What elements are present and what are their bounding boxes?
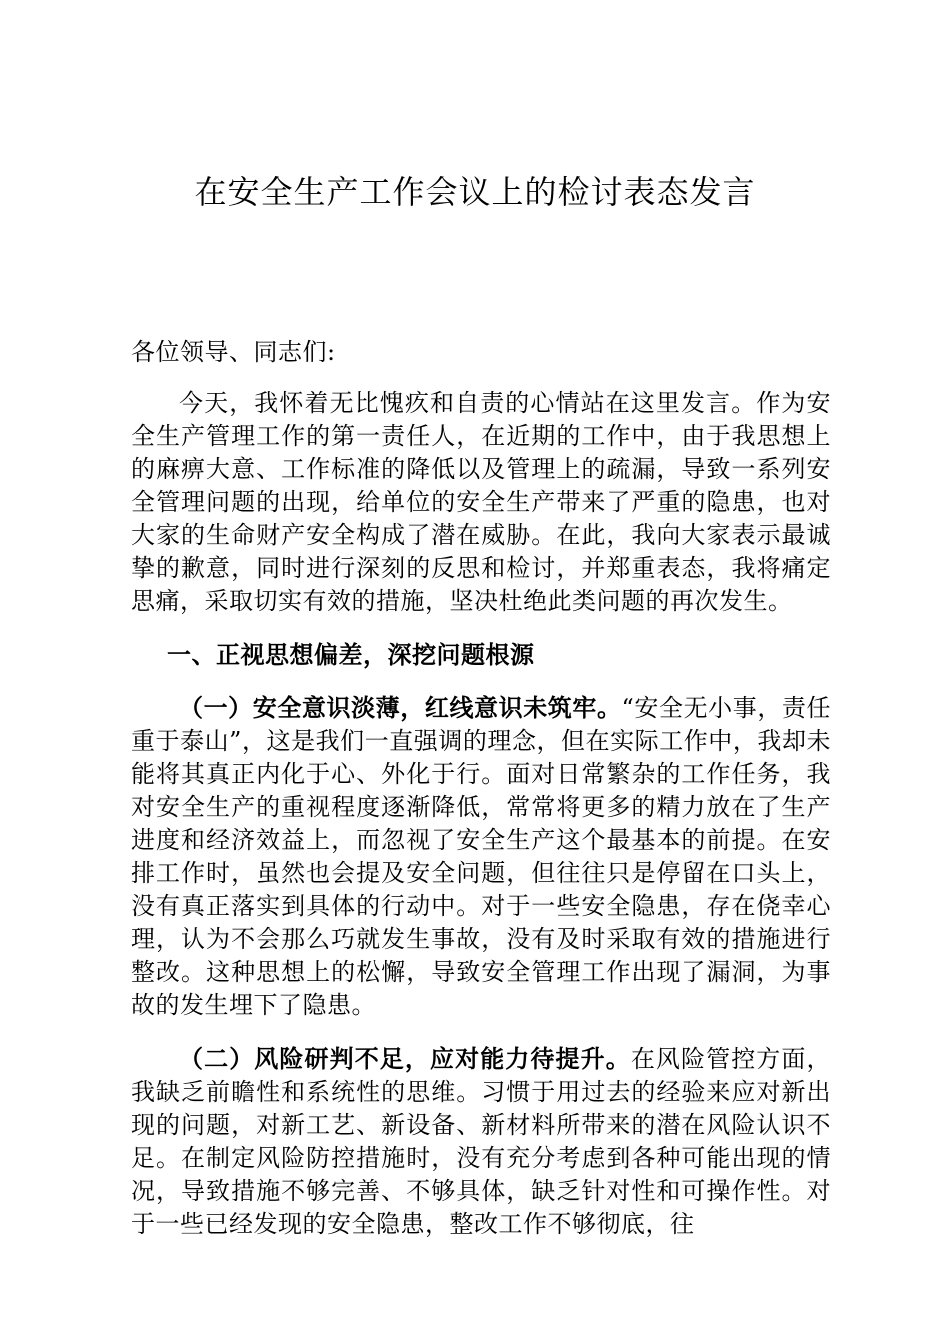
section-item-1 bbox=[131, 691, 831, 1022]
item-1-text: “安全无小事，责任重于泰山”，这是我们一直强调的理念，但在实际工作中，我却未能将其真正内化于心、外化于行。面对日常繁杂的工作任务，我对安全生产的重视程度逐渐降低，常常将更多的精力放在了生产进度和经济效益上，而忽视了安全生产这个最基本的前提。在安排工作时，虽然也会提及安全问题，但往往只是停留在口头上，没有真正落实到具体的行动中。对于一些安全隐患，存在侥幸心理，认为不会那么巧就发生事故，没有及时采取有效的措施进行整改。这种思想上的松懈，导致安全管理工作出现了漏洞，为事故的发生埋下了隐患。 bbox=[131, 694, 831, 1019]
intro-paragraph: 今天，我怀着无比愧疚和自责的心情站在这里发言。作为安全生产管理工作的第一责任人，在近期的工作中，由于我思想上的麻痹大意、工作标准的降低以及管理上的疏漏，导致一系列安全管理问题的出现，给单位的安全生产带来了严重的隐患，也对大家的生命财产安全构成了潜在威胁。在此，我向大家表示最诚挚的歉意，同时进行深刻的反思和检讨，并郑重表态，我将痛定思痛，采取切实有效的措施，坚决杜绝此类问题的再次发生。 bbox=[131, 389, 831, 615]
section-item-2 bbox=[131, 1042, 831, 1241]
section-heading: 一、正视思想偏差，深挖问题根源 bbox=[167, 640, 535, 669]
greeting: 各位领导、同志们: bbox=[131, 338, 336, 366]
document-body bbox=[131, 336, 831, 1241]
item-2-text: 在风险管控方面，我缺乏前瞻性和系统性的思维。习惯于用过去的经验来应对新出现的问题，对新工艺、新设备、新材料所带来的潜在风险认识不足。在制定风险防控措施时，没有充分考虑到各种可能出现的情况，导致措施不够完善、不够具体，缺乏针对性和可操作性。对于一些已经发现的安全隐患，整改工作不够彻底，往 bbox=[131, 1045, 832, 1238]
item-2-lead: （二）风险研判不足，应对能力待提升。 bbox=[179, 1044, 631, 1073]
document-title: 在安全生产工作会议上的检讨表态发言 bbox=[194, 173, 756, 211]
item-1-lead: （一）安全意识淡薄，红线意识未筑牢。 bbox=[179, 693, 622, 722]
